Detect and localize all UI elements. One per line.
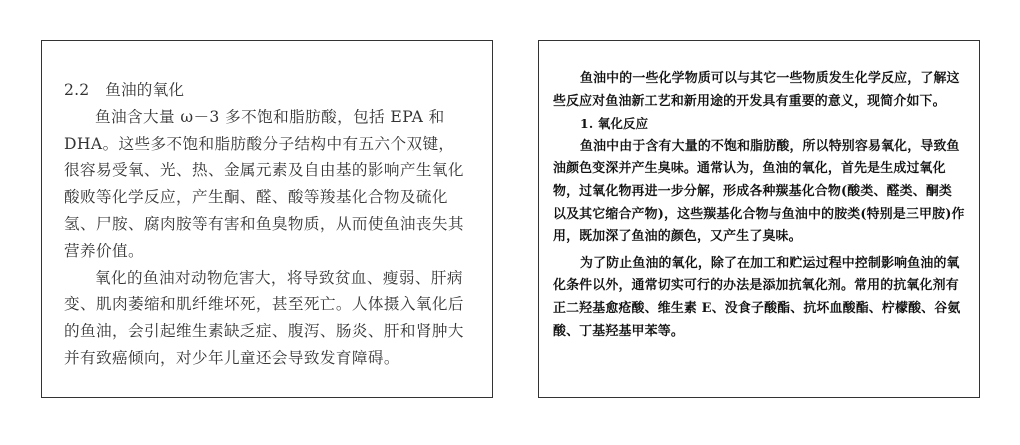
paragraph: 氧化的鱼油对动物危害大，将导致贫血、瘦弱、肝病变、肌肉萎缩和肌纤维坏死，甚至死亡。人体摄入氧化后的鱼油，会引起维生素缺乏症、腹泻、肠炎、肝和肾肿大并有致癌倾向，对少年儿童还会导致发育障碍。 [64,268,464,367]
paragraph: 鱼油中由于含有大量的不饱和脂肪酸，所以特别容易氧化，导致鱼油颜色变深并产生臭味。通常认为，鱼油的氧化，首先是生成过氧化物，过氧化物再进一步分解，形成各种羰基化合物(酸类、醛类、酮类以及其它缩合产物)，这些羰基化合物与鱼油中的胺类(特别是三甲胺)作用，既加深了鱼油的颜色，又产生了臭味。 [553,138,965,245]
subsection-heading: 1. 氧化反应 [580,116,649,132]
paragraph: 鱼油含大量 ω－3 多不饱和脂肪酸，包括 EPA 和 DHA。这些多不饱和脂肪酸分子结构中有五六个双键，很容易受氧、光、热、金属元素及自由基的影响产生氧化酸败等化学反应，产生酮、醛、酸等羧基化合物及硫化氢、尸胺、腐肉胺等有害和鱼臭物质，从而使鱼油丧失其营养价值。 [64,107,464,260]
left-text-panel [41,40,493,398]
right-text-panel [538,40,980,398]
intro-paragraph: 鱼油中的一些化学物质可以与其它一些物质发生化学反应，了解这些反应对鱼油新工艺和新用途的开发具有重要的意义，现简介如下。 [553,71,960,109]
section-heading: 2.2 鱼油的氧化 [64,81,185,99]
paragraph: 为了防止鱼油的氧化，除了在加工和贮运过程中控制影响鱼油的氧化条件以外，通常切实可行的办法是添加抗氧化剂。常用的抗氧化剂有正二羟基愈疮酸、维生素 E、没食子酸酯、抗坏血酸酯、柠檬酸、谷氨酸、丁基羟基甲苯等。 [553,255,961,339]
